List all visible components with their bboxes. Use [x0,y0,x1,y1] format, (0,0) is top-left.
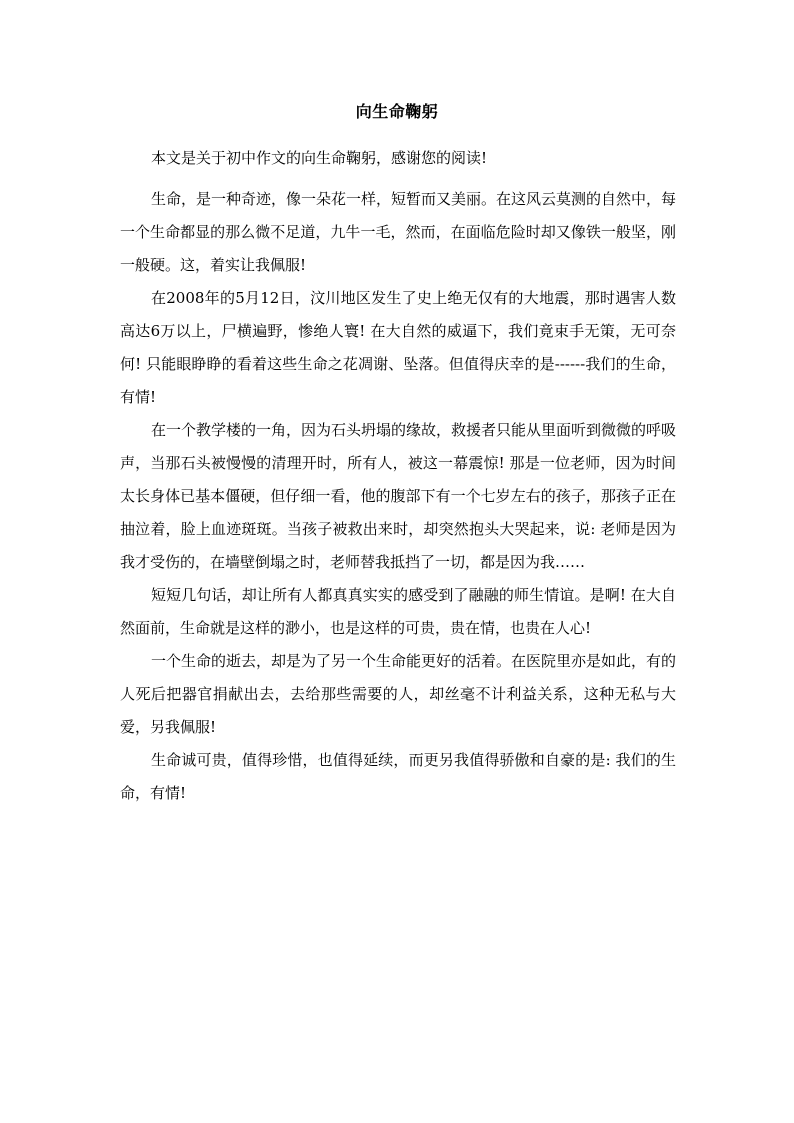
paragraph-4: 短短几句话，却让所有人都真真实实的感受到了融融的师生情谊。是啊! 在大自然面前，生命就是这样的渺小，也是这样的可贵，贵在情，也贵在人心! [120,586,676,637]
paragraph-1: 生命，是一种奇迹，像一朵花一样，短暂而又美丽。在这风云莫测的自然中，每一个生命都显的那么微不足道，九牛一毛，然而，在面临危险时却又像铁一般坚，刚一般硬。这，着实让我佩服! [120,190,677,274]
paragraph-intro: 本文是关于初中作文的向生命鞠躬，感谢您的阅读! [151,149,488,167]
paragraph-3: 在一个教学楼的一角，因为石头坍塌的缘故，救援者只能从里面听到微微的呼吸声，当那石头被慢慢的清理开时，所有人，被这一幕震惊! 那是一位老师，因为时间太长身体已基本僵硬，但仔细一看，他的腹部下有一个七岁左右的孩子，那孩子正在抽泣着，脸上血迹斑斑。当孩子被救出来时，却突然抱头大哭起来，说: 老师是因为我才受伤的，在墙壁倒塌之时，老师替我抵挡了一切，都是因为我…… [120,421,677,571]
paragraph-6: 生命诚可贵，值得珍惜，也值得延续，而更另我值得骄傲和自豪的是: 我们的生命，有情! [120,751,676,802]
document-title: 向生命鞠躬 [355,102,439,121]
paragraph-2: 在2008年的5月12日，汶川地区发生了史上绝无仅有的大地震，那时遇害人数高达6万以上，尸横遍野，惨绝人寰! 在大自然的威逼下，我们竟束手无策，无可奈何! 只能眼睁睁的看着这些生命之花凋谢、坠落。但值得庆幸的是------我们的生命，有情! [120,289,676,406]
document-body [120,142,676,810]
paragraph-5: 一个生命的逝去，却是为了另一个生命能更好的活着。在医院里亦是如此，有的人死后把器官捐献出去，去给那些需要的人，却丝毫不计利益关系，这种无私与大爱，另我佩服! [120,652,677,736]
